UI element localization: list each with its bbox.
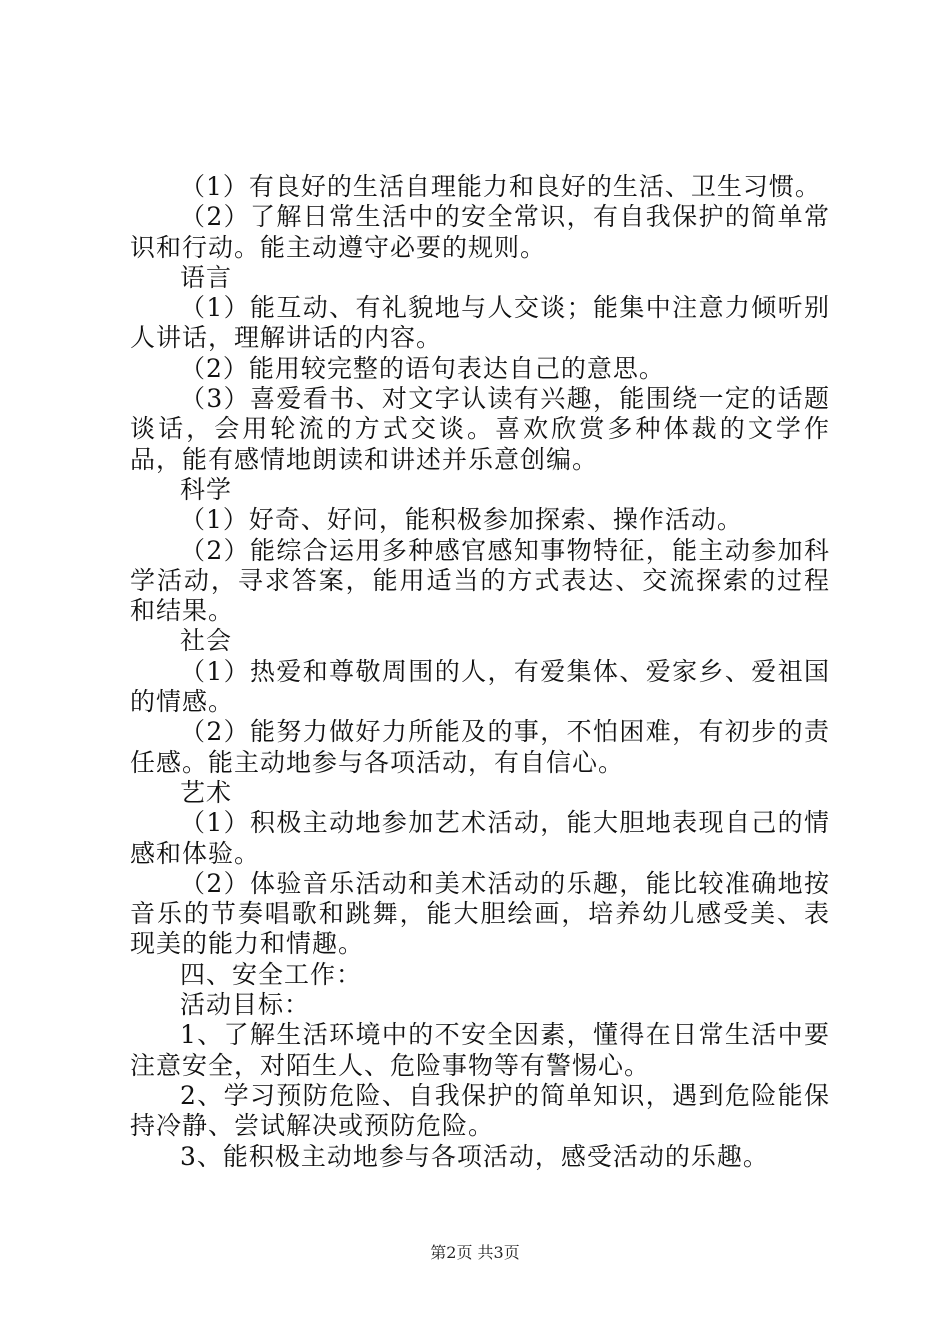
paragraph-safety-knowledge: （2）了解日常生活中的安全常识，有自我保护的简单常识和行动。能主动遵守必要的规则。 (130, 202, 830, 262)
paragraph-goal-3: 3、能积极主动地参与各项活动，感受活动的乐趣。 (180, 1141, 769, 1171)
section-heading-safety-work: 四、安全工作： (180, 959, 363, 989)
paragraph-self-care: （1）有良好的生活自理能力和良好的生活、卫生习惯。 (180, 172, 821, 201)
paragraph-science-1: （1）好奇、好问，能积极参加探索、操作活动。 (180, 505, 743, 535)
paragraph-art-2: （2）体验音乐活动和美术活动的乐趣，能比较准确地按音乐的节奏唱歌和跳舞，能大胆绘画，培养幼儿感受美、表现美的能力和情趣。 (130, 868, 830, 959)
section-heading-art: 艺术 (180, 777, 233, 807)
section-heading-science: 科学 (180, 474, 233, 504)
section-heading-language: 语言 (180, 262, 233, 292)
paragraph-goal-1: 1、了解生活环境中的不安全因素，懂得在日常生活中要注意安全，对陌生人、危险事物等有警惕心。 (130, 1020, 830, 1080)
section-heading-society: 社会 (180, 626, 233, 656)
paragraph-language-3: （3）喜爱看书、对文字认读有兴趣，能围绕一定的话题谈话，会用轮流的方式交谈。喜欢欣赏多种体裁的文学作品，能有感情地朗读和讲述并乐意创编。 (130, 384, 830, 474)
paragraph-language-2: （2）能用较完整的语句表达自己的意思。 (180, 353, 665, 383)
paragraph-art-1: （1）积极主动地参加艺术活动，能大胆地表现自己的情感和体验。 (130, 808, 830, 868)
subheading-activity-goals: 活动目标： (180, 990, 311, 1020)
paragraph-goal-2: 2、学习预防危险、自我保护的简单知识，遇到危险能保持冷静、尝试解决或预防危险。 (130, 1080, 830, 1141)
document-body (130, 172, 830, 1172)
paragraph-society-2: （2）能努力做好力所能及的事，不怕困难，有初步的责任感。能主动地参与各项活动，有自信心。 (130, 717, 830, 777)
paragraph-science-2: （2）能综合运用多种感官感知事物特征，能主动参加科学活动，寻求答案，能用适当的方式表达、交流探索的过程和结果。 (130, 535, 830, 626)
paragraph-society-1: （1）热爱和尊敬周围的人，有爱集体、爱家乡、爱祖国的情感。 (130, 656, 830, 717)
page-number-footer: 第2页 共3页 (430, 1243, 520, 1262)
paragraph-language-1: （1）能互动、有礼貌地与人交谈；能集中注意力倾听别人讲话，理解讲话的内容。 (130, 293, 830, 353)
